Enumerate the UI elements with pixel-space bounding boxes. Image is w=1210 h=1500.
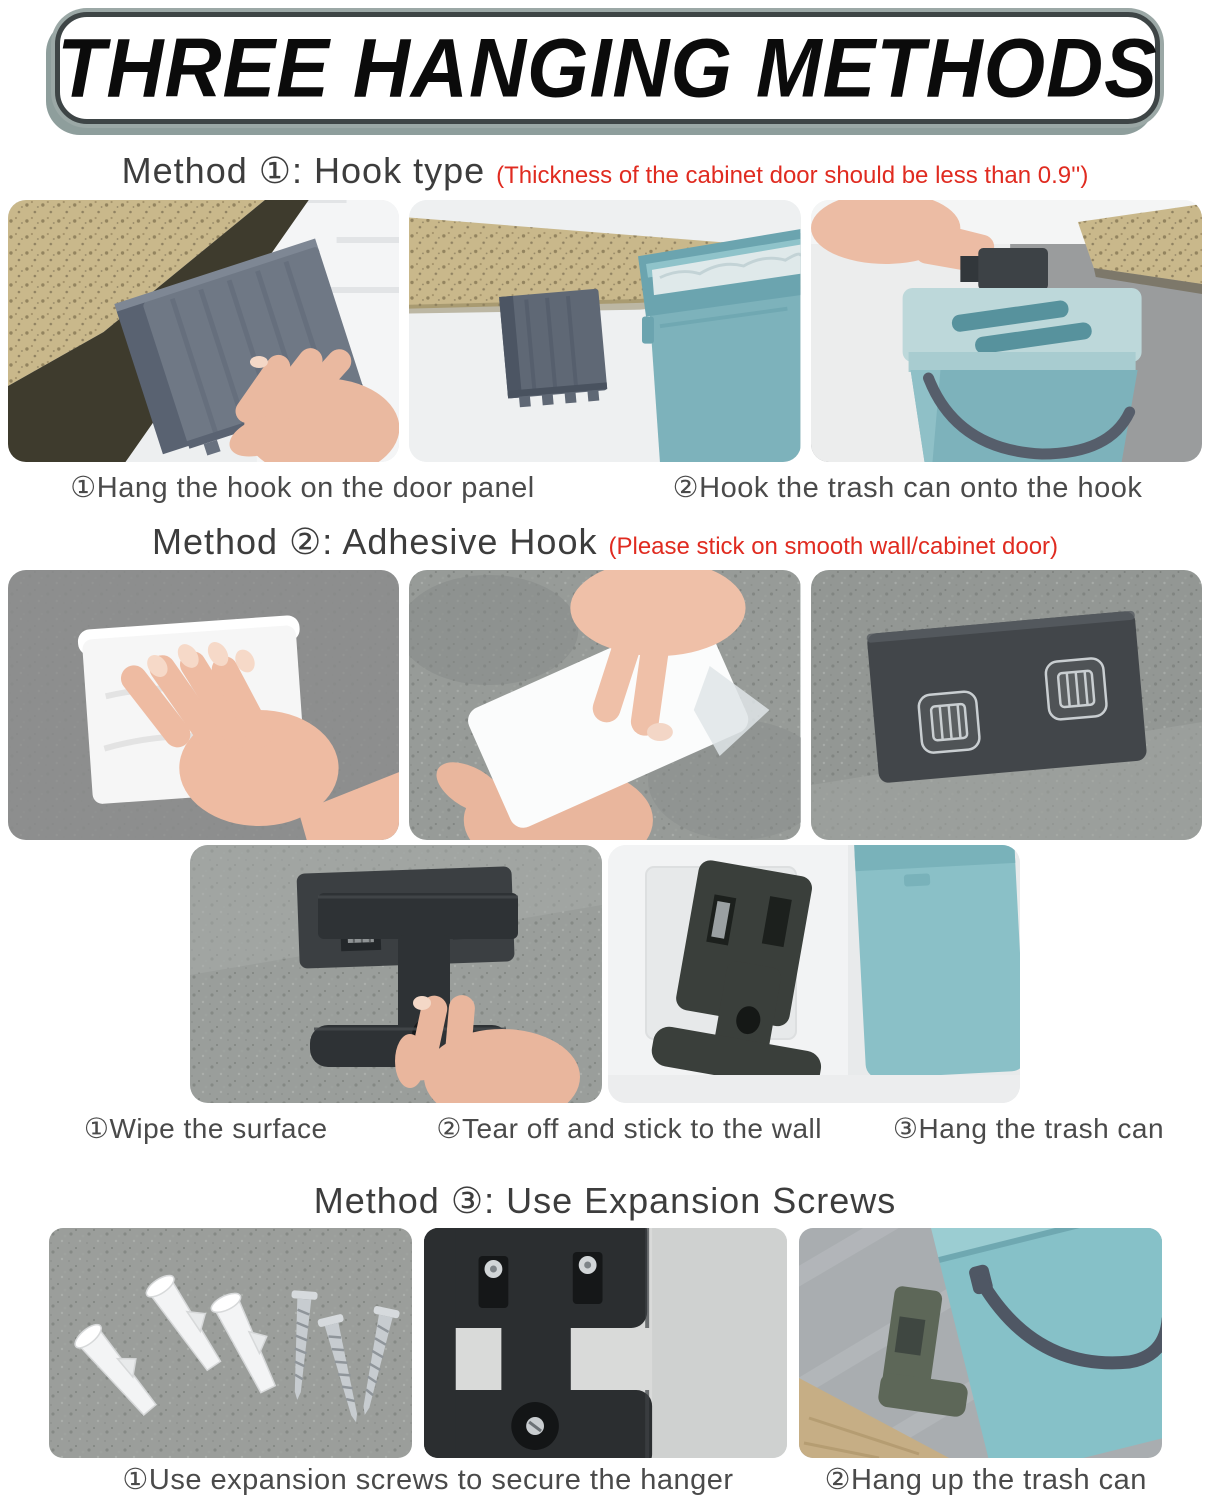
photo-trash-can-hung-on-hanger	[799, 1228, 1162, 1458]
photo-anchors-and-screws	[49, 1228, 412, 1458]
photo-hand-wiping-wall	[8, 570, 399, 840]
method-2-note: (Please stick on smooth wall/cabinet door)	[608, 533, 1059, 560]
photo-hand-hanging-hook-over-door	[8, 200, 399, 462]
method-1-photo-row	[8, 200, 1202, 462]
method-2-photo-row-2	[0, 845, 1210, 1103]
caption-hang-up-trash-can: ②Hang up the trash can	[824, 1464, 1147, 1496]
photo-hand-hooking-lidded-trash-can	[811, 200, 1202, 462]
caption-use-expansion-screws: ①Use expansion screws to secure the hanger	[122, 1464, 734, 1496]
method-2-heading	[0, 521, 1210, 563]
method-3-photo-row	[0, 1228, 1210, 1458]
caption-wipe-surface: ①Wipe the surface	[83, 1113, 328, 1144]
caption-tear-and-stick: ②Tear off and stick to the wall	[436, 1113, 822, 1144]
caption-hang-trash-can: ③Hang the trash can	[892, 1113, 1165, 1144]
method-1-note: (Thickness of the cabinet door should be less than 0.9'')	[496, 162, 1089, 189]
page-title: THREE HANGING METHODS	[57, 20, 1158, 115]
title-banner	[55, 12, 1160, 124]
method-1-title: Method ①: Hook type	[121, 150, 486, 191]
method-3-title: Method ③: Use Expansion Screws	[313, 1180, 897, 1221]
method-1-captions	[0, 470, 1210, 505]
method-3-heading	[0, 1180, 1210, 1222]
method-1-heading	[0, 150, 1210, 192]
caption-hook-trash-can: ②Hook the trash can onto the hook	[672, 472, 1143, 504]
photo-hanger-secured-with-screws	[424, 1228, 787, 1458]
photo-press-hanger-on-plate	[190, 845, 602, 1103]
method-2-photo-row	[8, 570, 1202, 840]
photo-hook-on-door-with-trash-can	[409, 200, 800, 462]
method-2-captions	[0, 1112, 1210, 1145]
caption-hang-hook: ①Hang the hook on the door panel	[70, 472, 535, 504]
photo-hands-peeling-adhesive	[409, 570, 800, 840]
method-3-captions	[0, 1462, 1210, 1497]
photo-hanger-with-trash-can	[608, 845, 1020, 1103]
method-2-title: Method ②: Adhesive Hook	[151, 521, 598, 562]
photo-adhesive-plate-two-hooks	[811, 570, 1202, 840]
